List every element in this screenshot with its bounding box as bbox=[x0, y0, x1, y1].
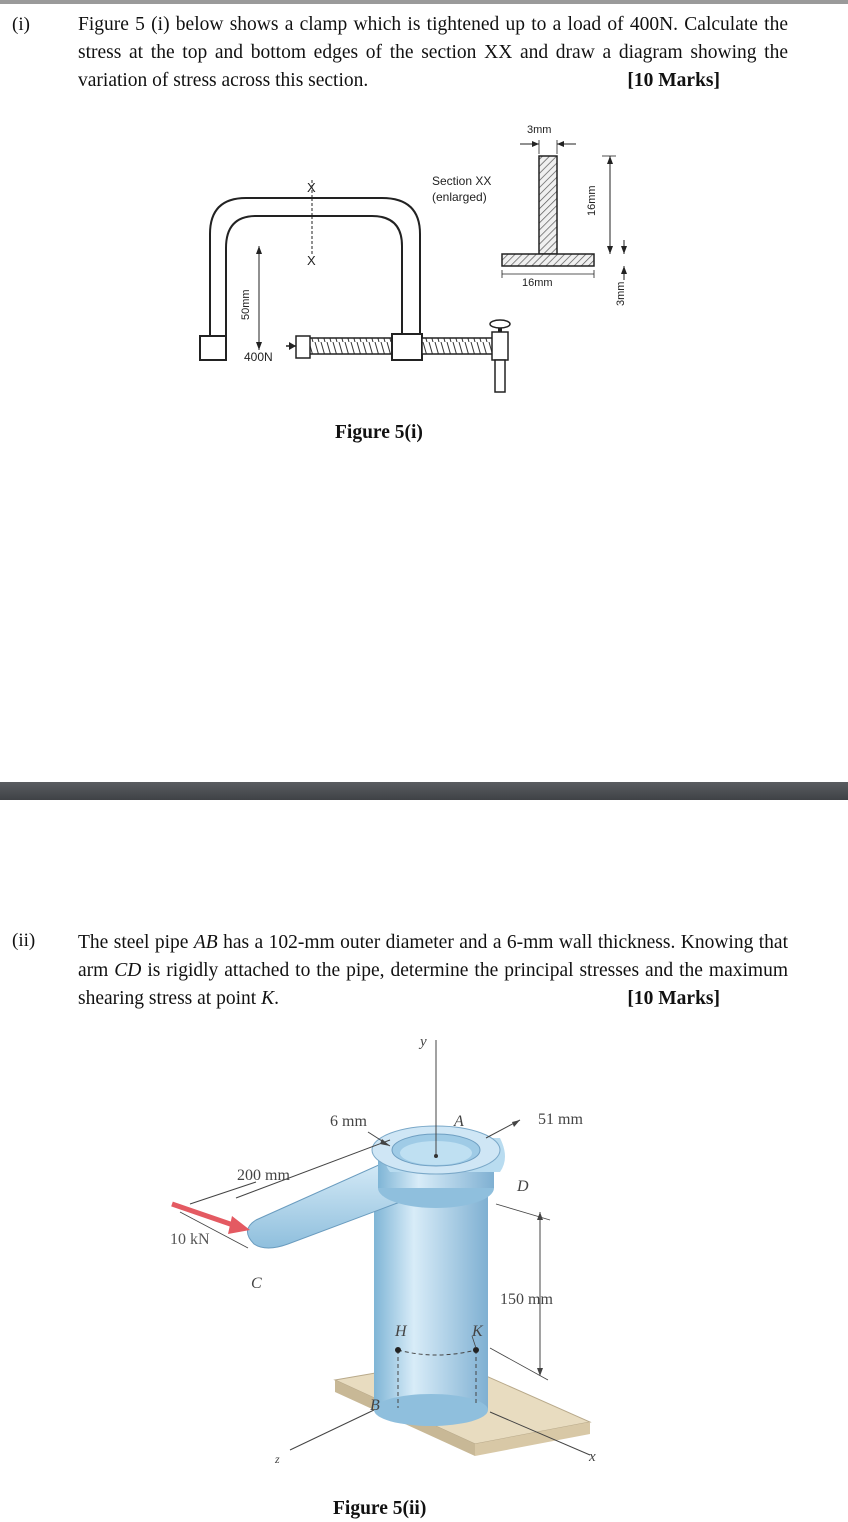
question-1-body: Figure 5 (i) below shows a clamp which is tightened up to a load of 400N. Calculate the stress at the top and bottom edges of the section XX and draw a diagram showing the variation of stress across this section. bbox=[78, 14, 788, 91]
q2-text-part-0: The steel pipe bbox=[78, 932, 194, 953]
point-k-label: K bbox=[472, 1323, 483, 1340]
q2-text-part-1: AB bbox=[193, 932, 218, 953]
section-enlarged-label: (enlarged) bbox=[432, 190, 487, 204]
dim-radius-label: 51 mm bbox=[538, 1111, 583, 1128]
point-d-label: D bbox=[517, 1178, 529, 1195]
page-divider bbox=[0, 782, 848, 800]
point-a-label: A bbox=[454, 1113, 464, 1130]
dim-thickness-label: 6 mm bbox=[330, 1113, 367, 1130]
force-label: 10 kN bbox=[170, 1231, 210, 1248]
figure-5ii-caption: Figure 5(ii) bbox=[333, 1498, 427, 1519]
q2-text-part-5: K bbox=[261, 988, 275, 1009]
question-1-text bbox=[78, 11, 788, 95]
dim-web-label: 16mm bbox=[586, 185, 598, 216]
question-number-1: (i) bbox=[12, 14, 30, 35]
q2-text-part-4: is rigidly attached to the pipe, determine the principal stresses and the maximum shearing stress at point bbox=[78, 960, 788, 1009]
point-b-label: B bbox=[370, 1397, 380, 1414]
section-label: Section XX bbox=[432, 174, 492, 188]
point-h-label: H bbox=[395, 1323, 407, 1340]
top-border bbox=[0, 0, 848, 4]
section-mark-bottom: X bbox=[307, 253, 316, 268]
dim-height-label: 150 mm bbox=[500, 1291, 553, 1308]
section-mark-top: X bbox=[307, 180, 316, 195]
axis-x-label: x bbox=[589, 1449, 596, 1465]
question-2-marks: [10 Marks] bbox=[627, 988, 720, 1009]
dim-flange-thickness-label: 3mm bbox=[615, 281, 627, 306]
dim-flange-label: 16mm bbox=[522, 277, 553, 289]
load-label: 400N bbox=[244, 350, 273, 364]
point-c-label: C bbox=[251, 1275, 262, 1292]
q2-text-part-3: CD bbox=[114, 960, 142, 981]
question-number-2: (ii) bbox=[12, 930, 36, 951]
dim-depth-label: 50mm bbox=[240, 289, 252, 320]
question-1-marks: [10 Marks] bbox=[627, 70, 720, 91]
question-2-text bbox=[78, 929, 788, 1013]
figure-5i-caption: Figure 5(i) bbox=[335, 422, 423, 443]
axis-y-label: y bbox=[420, 1034, 427, 1050]
dim-arm-label: 200 mm bbox=[237, 1167, 290, 1184]
dim-top-label: 3mm bbox=[527, 124, 552, 136]
axis-z-label: z bbox=[275, 1452, 280, 1466]
q2-text-part-6: . bbox=[274, 988, 279, 1009]
figure-5ii-pipe bbox=[150, 1030, 630, 1482]
q2-text-part-2: has a 102-mm outer diameter and a 6-mm wall thickness. Knowing that arm bbox=[78, 932, 788, 981]
figure-5i-clamp bbox=[170, 118, 640, 408]
